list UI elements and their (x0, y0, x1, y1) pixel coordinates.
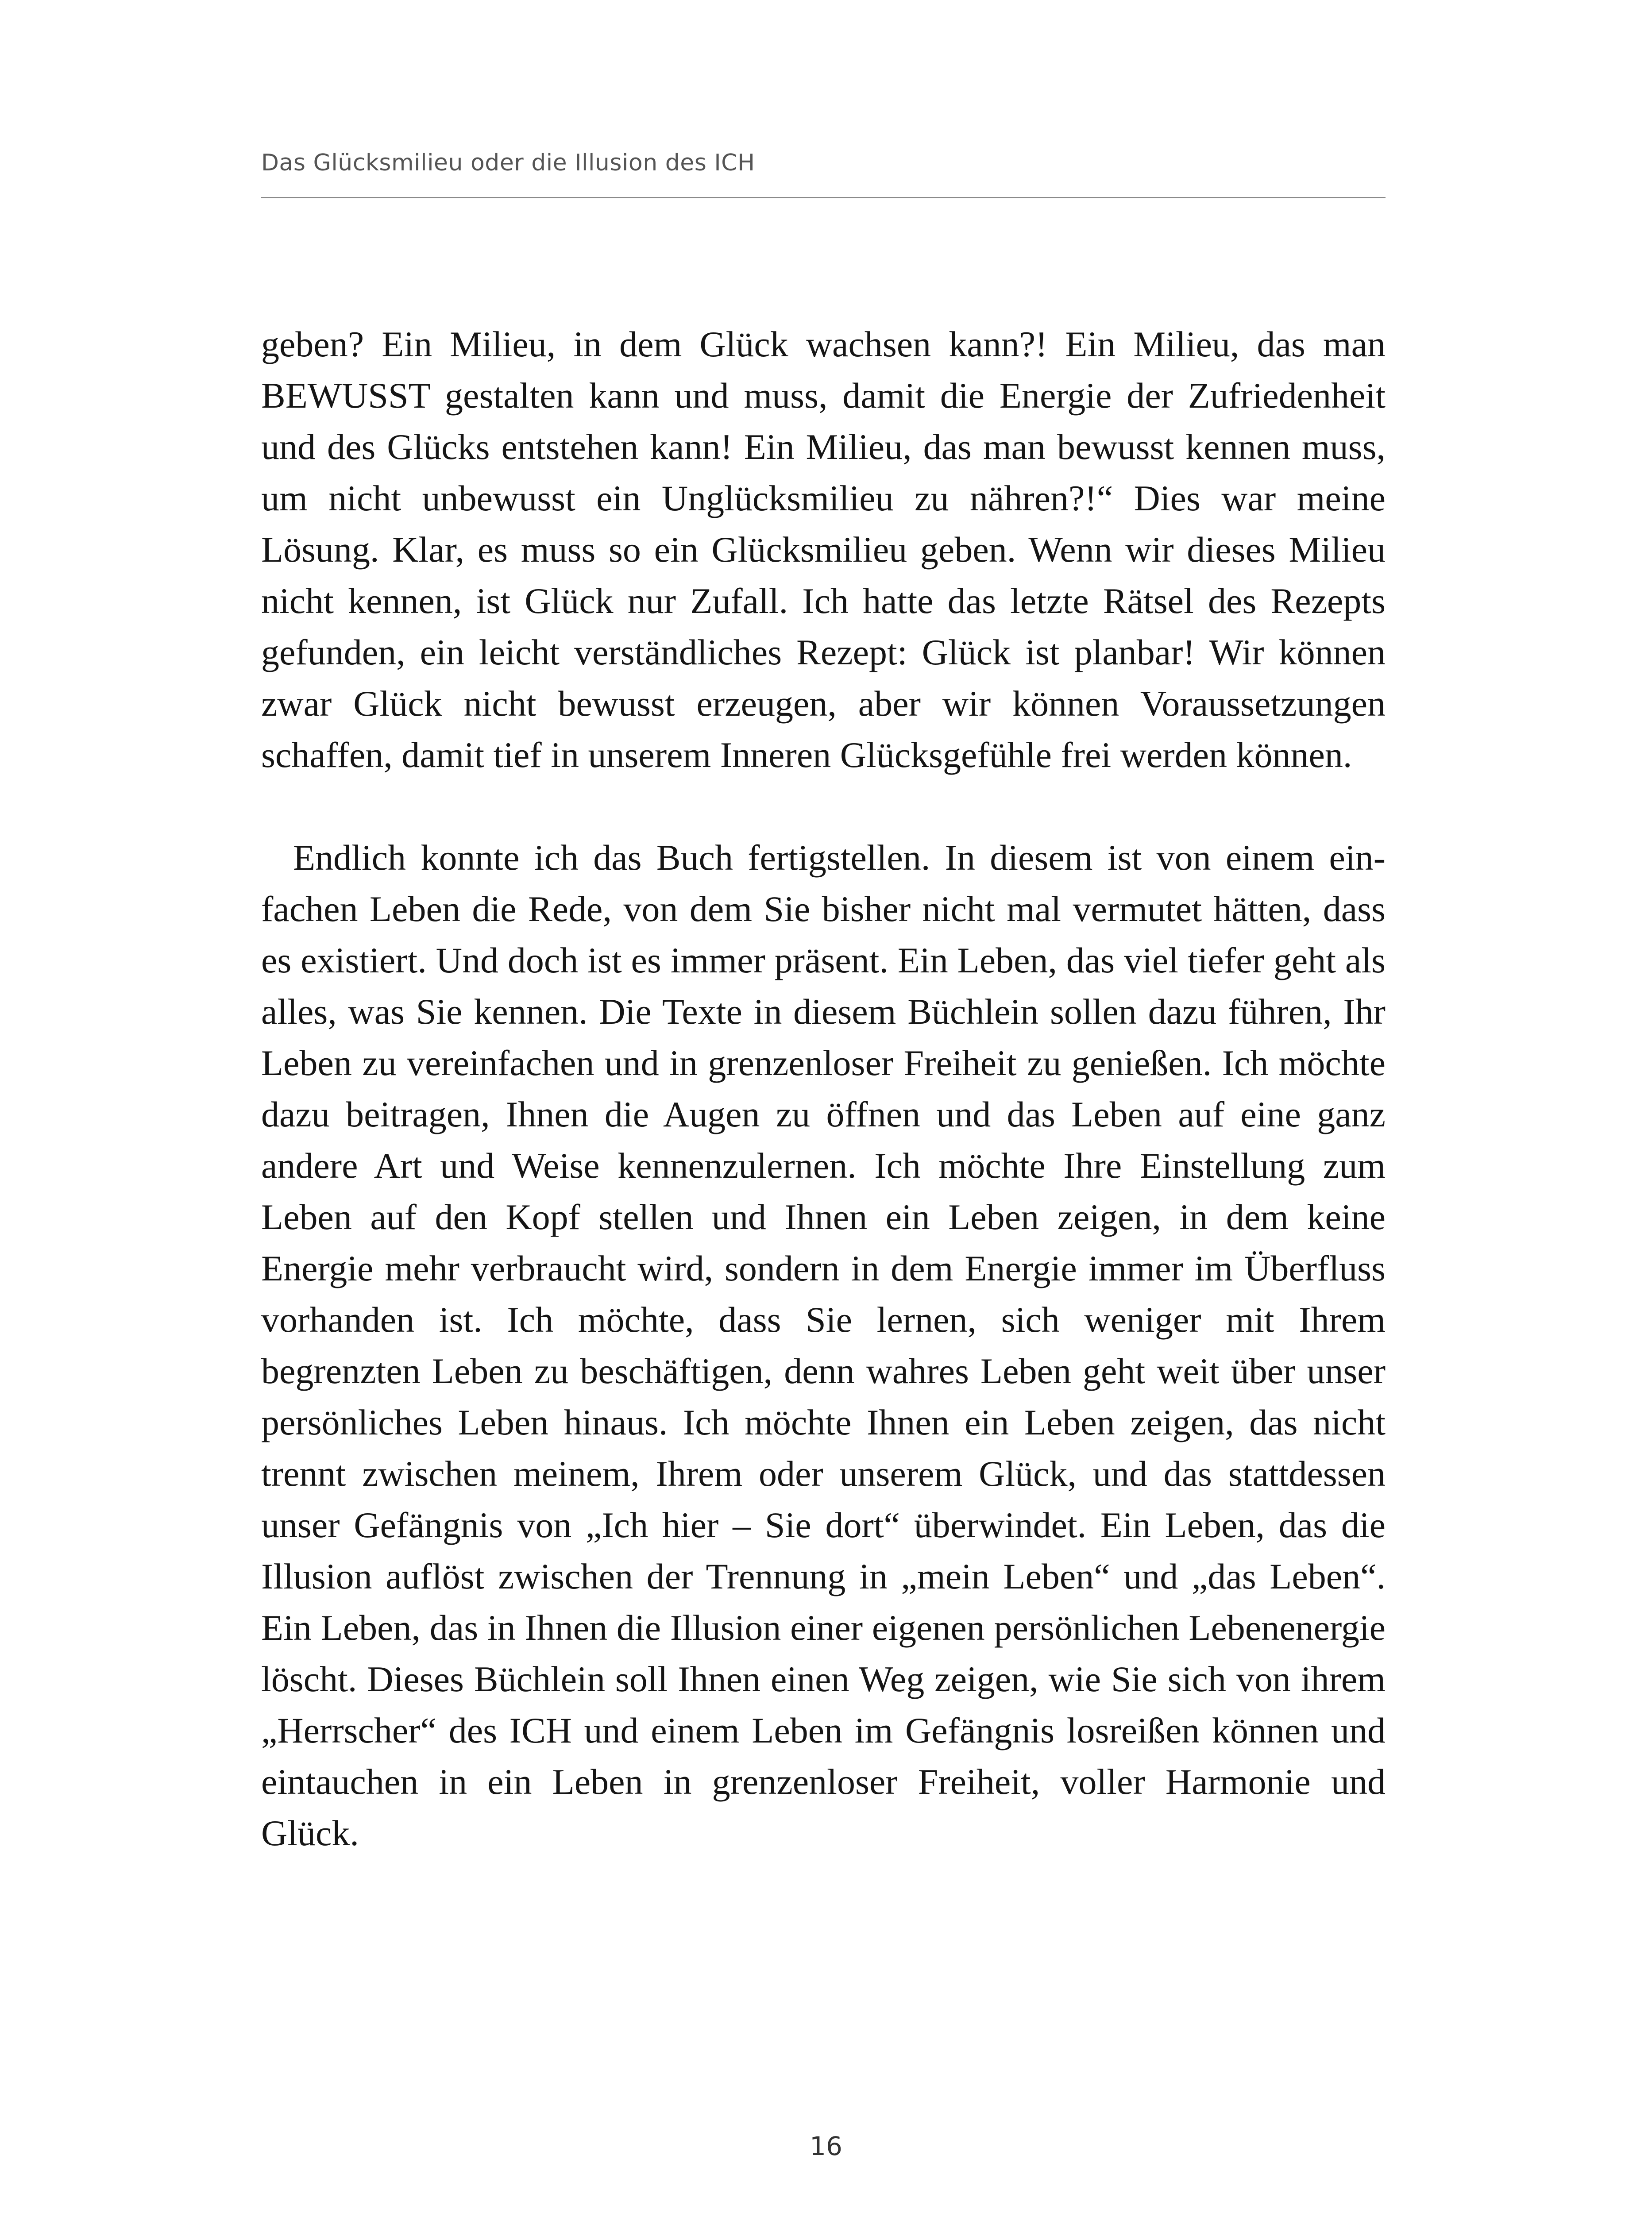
running-header: Das Glücksmilieu oder die Illusion des ICH (261, 150, 755, 176)
page-number: 16 (810, 2131, 842, 2161)
paragraph-1: geben? Ein Milieu, in dem Glück wachsen kann?! Ein Milieu, das man BEWUSST gestalten kann und muss, damit die Energie der Zufriedenheit und des Glücks entstehen kann! Ein Milieu, das man bewusst kennen muss, um nicht unbewusst ein Unglücksmilieu zu nähren?!“ Dies war meine Lösung. Klar, es muss so ein Glücksmilieu geben. Wenn wir dieses Milieu nicht kennen, ist Glück nur Zufall. Ich hatte das letzte Rätsel des Rezepts gefunden, ein leicht verständliches Rezept: Glück ist planbar! Wir können zwar Glück nicht bewusst erzeugen, aber wir können Voraussetzungen schaffen, damit tief in unserem Inneren Glücksgefühle frei werden können. (261, 324, 1386, 775)
paragraph-2: Endlich konnte ich das Buch fertigstellen. In diesem ist von einem einfachen Leben die Rede, von dem Sie bisher nicht mal vermutet hätten, dass es existiert. Und doch ist es immer präsent. Ein Leben, das viel tiefer geht als alles, was Sie kennen. Die Texte in diesem Büchlein sollen dazu führen, Ihr Leben zu vereinfachen und in grenzenloser Freiheit zu genießen. Ich möchte dazu beitragen, Ihnen die Augen zu öffnen und das Leben auf eine ganz andere Art und Weise kennenzulernen. Ich möchte Ihre Einstellung zum Leben auf den Kopf stellen und Ihnen ein Leben zeigen, in dem keine Energie mehr verbraucht wird, sondern in dem Energie immer im Überfluss vorhanden ist. Ich möchte, dass Sie lernen, sich weniger mit Ihrem begrenzten Leben zu beschäftigen, denn wahres Leben geht weit über unser persönliches Leben hinaus. Ich möchte Ihnen ein Leben zeigen, das nicht trennt zwischen meinem, Ihrem oder unserem Glück, und das stattdessen unser Gefängnis von „Ich hier – Sie dort“ überwindet. Ein Leben, das die Illusion auflöst zwischen der Trennung in „mein Leben“ und „das Leben“. Ein Leben, das in Ihnen die Illusion einer eigenen persönlichen Lebenenergie löscht. Dieses Büchlein soll Ihnen einen Weg zeigen, wie Sie sich von ihrem „Herrscher“ des ICH und einem Leben im Gefängnis losreißen können und eintauchen in ein Leben in grenzenloser Freiheit, voller Harmonie und Glück. (261, 837, 1386, 1853)
header-rule (261, 197, 1386, 198)
body-text (261, 319, 1386, 1859)
